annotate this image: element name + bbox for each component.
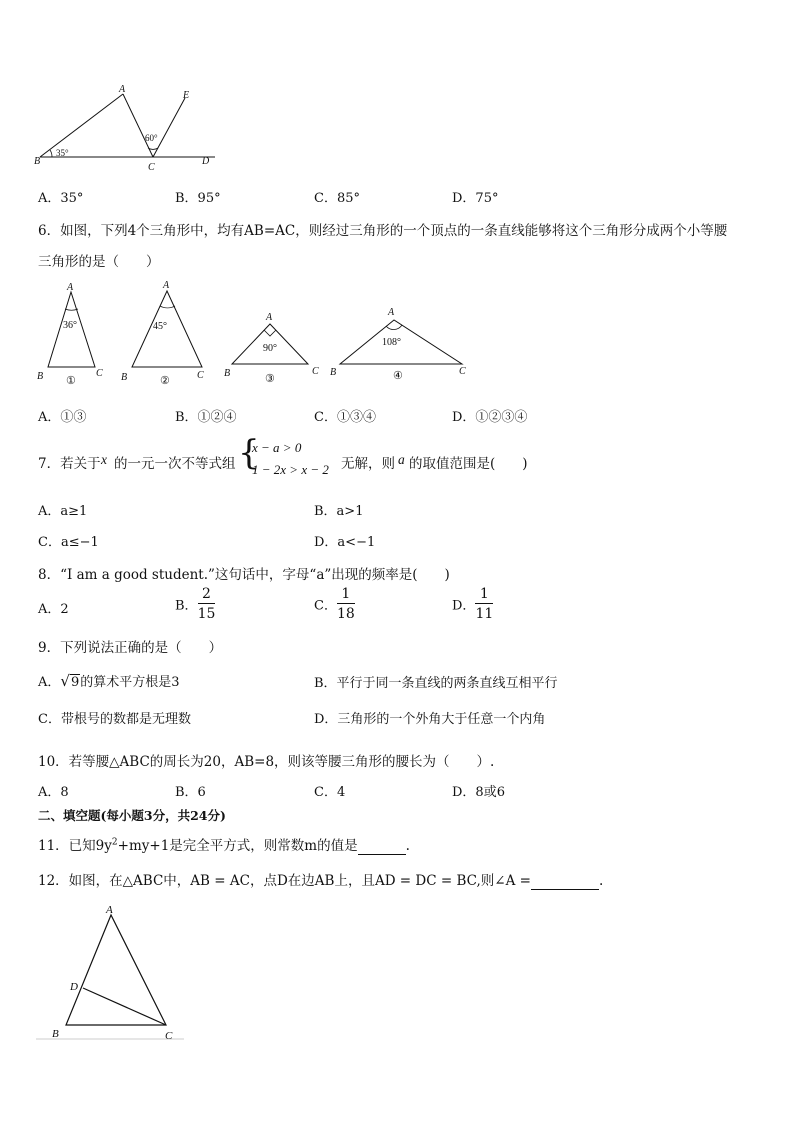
q6-question-line2: 三角形的是（ ） (38, 254, 160, 270)
q12-vertex-a: A (106, 904, 113, 916)
q11-answer-blank[interactable] (358, 838, 406, 855)
q8-option-c[interactable] (314, 587, 355, 621)
vertex-e: E (183, 90, 190, 101)
tri1-vertex-b: B (37, 371, 44, 382)
q7-option-d[interactable]: D．a<−1 (314, 535, 376, 550)
tri2-vertex-c: C (197, 370, 204, 381)
q7-inequality-1: x − a > 0 (252, 440, 302, 455)
q8-option-a[interactable]: A．2 (38, 602, 69, 617)
q8-option-d-fraction (475, 587, 493, 621)
q8-option-d-label: D． (452, 598, 476, 614)
q6-option-b[interactable]: B．①②④ (175, 410, 237, 425)
numerator: 1 (337, 587, 355, 604)
tri2-angle: 45° (153, 321, 167, 332)
denominator: 15 (197, 606, 216, 622)
q5-option-a[interactable]: A．35° (38, 191, 84, 206)
q5-option-b[interactable]: B．95° (175, 191, 221, 206)
q8-question: 8．“I am a good student.”这句话中，字母“a”出现的频率是( ) (38, 567, 450, 583)
q7-option-a[interactable]: A．a≥1 (38, 504, 88, 519)
q12-text: 12．如图，在△ABC中，AB = AC，点D在边AB上，且AD = DC = BC,则∠A = (38, 873, 531, 889)
q12-vertex-c: C (165, 1030, 173, 1042)
q6-option-d[interactable]: D．①②③④ (452, 410, 528, 425)
angle-35: 35° (56, 148, 69, 158)
q12-vertex-d: D (70, 981, 78, 993)
q6-option-c[interactable]: C．①③④ (314, 410, 376, 425)
q10-option-d[interactable]: D．8或6 (452, 785, 505, 800)
q7-brace: { (238, 433, 260, 473)
vertex-a: A (119, 84, 126, 95)
q10-option-b[interactable]: B．6 (175, 785, 206, 800)
q11-text-post: +my+1是完全平方式，则常数m的值是 (117, 838, 358, 854)
q10-question: 10．若等腰△ABC的周长为20，AB=8，则该等腰三角形的腰长为（ ）. (38, 754, 495, 770)
denominator: 18 (336, 606, 355, 622)
q7-prefix: 7．若关于 (38, 456, 101, 472)
numerator: 2 (198, 587, 216, 604)
q9-option-b[interactable]: B．平行于同一条直线的两条直线互相平行 (314, 676, 558, 691)
q6-option-a[interactable]: A．①③ (38, 410, 87, 425)
tri4-angle: 108° (382, 337, 401, 348)
vertex-b: B (34, 156, 41, 167)
q9-option-a-label: A． (38, 675, 61, 690)
q12-question (38, 869, 603, 890)
q6-figures (32, 278, 482, 388)
q9-option-a[interactable] (38, 671, 180, 690)
tri2-vertex-a: A (163, 280, 170, 291)
section-title: 二、填空题(每小题3分，共24分) (38, 808, 226, 823)
q12-end: . (598, 873, 604, 889)
q6-question-line1: 6．如图，下列4个三角形中，均有AB=AC，则经过三角形的一个顶点的一条直线能够将这个三角形分成两个小等腰 (38, 223, 728, 239)
q10-option-c[interactable]: C．4 (314, 785, 346, 800)
q9-radicand: 9 (70, 675, 80, 690)
q8-option-b[interactable] (175, 587, 215, 621)
q9-option-c[interactable]: C．带根号的数都是无理数 (38, 712, 191, 727)
q5-option-d[interactable]: D．75° (452, 191, 499, 206)
q7-suffix1: 无解，则 (341, 456, 395, 472)
tri4-vertex-c: C (459, 366, 466, 377)
q8-option-d[interactable] (452, 587, 493, 621)
vertex-d: D (202, 156, 210, 167)
q9-question: 9．下列说法正确的是（ ） (38, 640, 223, 656)
q9-option-d[interactable]: D．三角形的一个外角大于任意一个内角 (314, 712, 546, 727)
tri4-number: ④ (393, 370, 403, 382)
q7-var-a: a (398, 452, 405, 467)
denominator: 11 (475, 606, 494, 622)
q10-option-a[interactable]: A．8 (38, 785, 69, 800)
tri3-number: ③ (265, 373, 275, 385)
tri1-angle: 36° (63, 320, 77, 331)
q7-option-b[interactable]: B．a>1 (314, 504, 364, 519)
q8-option-c-fraction (337, 587, 355, 621)
q7-var-x: x (101, 452, 107, 467)
numerator: 1 (475, 587, 493, 604)
q7-mid: 的一元一次不等式组 (114, 456, 236, 472)
q9-option-a-rest: 的算术平方根是3 (80, 675, 180, 690)
tri4-vertex-a: A (388, 307, 395, 318)
q11-end: . (405, 838, 410, 854)
q11-superscript: 2 (111, 837, 118, 848)
q8-option-c-label: C． (314, 598, 337, 614)
tri1-number: ① (66, 375, 76, 387)
q7-option-c[interactable]: C．a≤−1 (38, 535, 99, 550)
q12-answer-blank[interactable] (531, 873, 599, 890)
tri2-number: ② (160, 375, 170, 387)
q8-option-b-label: B． (175, 598, 198, 614)
tri1-vertex-c: C (96, 368, 103, 379)
sqrt-sign-icon: √ (60, 672, 70, 690)
tri3-vertex-a: A (266, 312, 273, 323)
q8-option-b-fraction (198, 587, 216, 621)
tri3-angle: 90° (263, 343, 277, 354)
tri3-vertex-b: B (224, 368, 231, 379)
q5-option-c[interactable]: C．85° (314, 191, 360, 206)
q11-text-pre: 11．已知9y (38, 838, 112, 854)
tri1-vertex-a: A (67, 282, 74, 293)
q7-inequality-2: 1 − 2x > x − 2 (252, 462, 329, 477)
vertex-c: C (148, 162, 155, 173)
q5-figure (30, 82, 230, 174)
tri2-vertex-b: B (121, 372, 128, 383)
q12-figure (36, 900, 196, 1050)
tri4-vertex-b: B (330, 367, 337, 378)
q12-vertex-b: B (52, 1028, 59, 1040)
q11-question (38, 834, 410, 855)
q7-suffix2: 的取值范围是( ) (409, 456, 528, 472)
angle-60: 60° (145, 133, 158, 143)
tri3-vertex-c: C (312, 366, 319, 377)
